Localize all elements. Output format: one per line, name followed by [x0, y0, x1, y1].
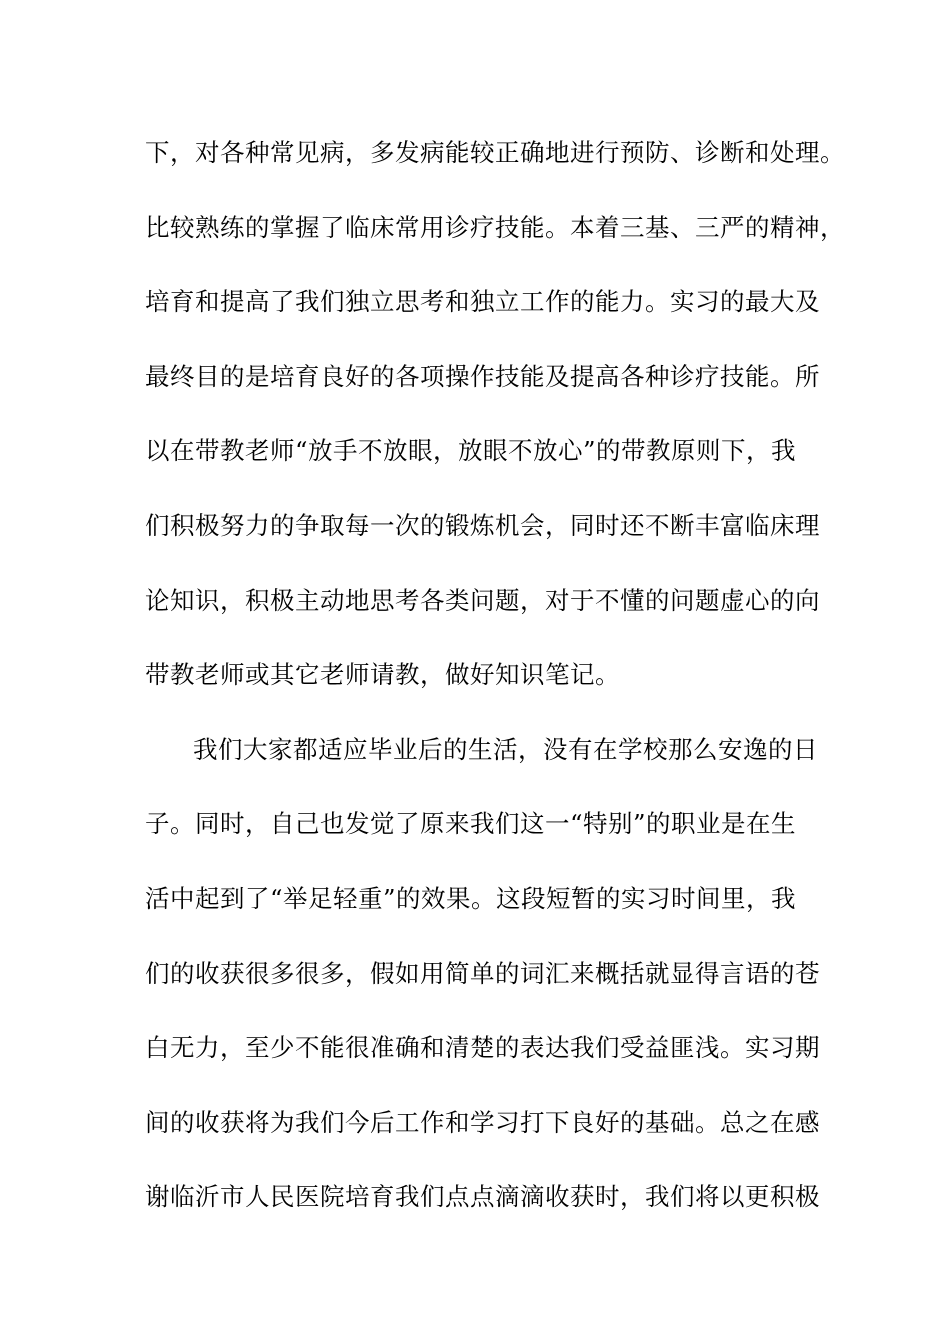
- text-line: 带教老师或其它老师请教，做好知识笔记。: [145, 660, 620, 690]
- paragraph-first-line: 我们大家都适应毕业后的生活，没有在学校那么安逸的日: [193, 734, 818, 764]
- text-line: 培育和提高了我们独立思考和独立工作的能力。实习的最大及: [145, 287, 820, 317]
- text-line: 论知识，积极主动地思考各类问题，对于不懂的问题虚心的向: [145, 585, 820, 615]
- text-line: 间的收获将为我们今后工作和学习打下良好的基础。总之在感: [145, 1107, 820, 1137]
- text-line: 活中起到了“举足轻重”的效果。这段短暂的实习时间里，我: [145, 883, 797, 913]
- text-line: 以在带教老师“放手不放眼，放眼不放心”的带教原则下，我: [145, 436, 797, 466]
- text-line: 下，对各种常见病，多发病能较正确地进行预防、诊断和处理。: [145, 138, 845, 167]
- text-line: 比较熟练的掌握了临床常用诊疗技能。本着三基、三严的精神，: [145, 212, 845, 242]
- text-line: 子。同时，自己也发觉了原来我们这一“特别”的职业是在生: [145, 809, 797, 839]
- document-body: [145, 131, 845, 1250]
- text-line: 们积极努力的争取每一次的锻炼机会，同时还不断丰富临床理: [145, 510, 820, 540]
- text-line: 们的收获很多很多，假如用简单的词汇来概括就显得言语的苍: [145, 958, 820, 988]
- text-line: 最终目的是培育良好的各项操作技能及提高各种诊疗技能。所: [145, 361, 820, 391]
- text-line: 谢临沂市人民医院培育我们点点滴滴收获时，我们将以更积极: [145, 1182, 820, 1212]
- text-line: 白无力，至少不能很准确和清楚的表达我们受益匪浅。实习期: [145, 1033, 820, 1063]
